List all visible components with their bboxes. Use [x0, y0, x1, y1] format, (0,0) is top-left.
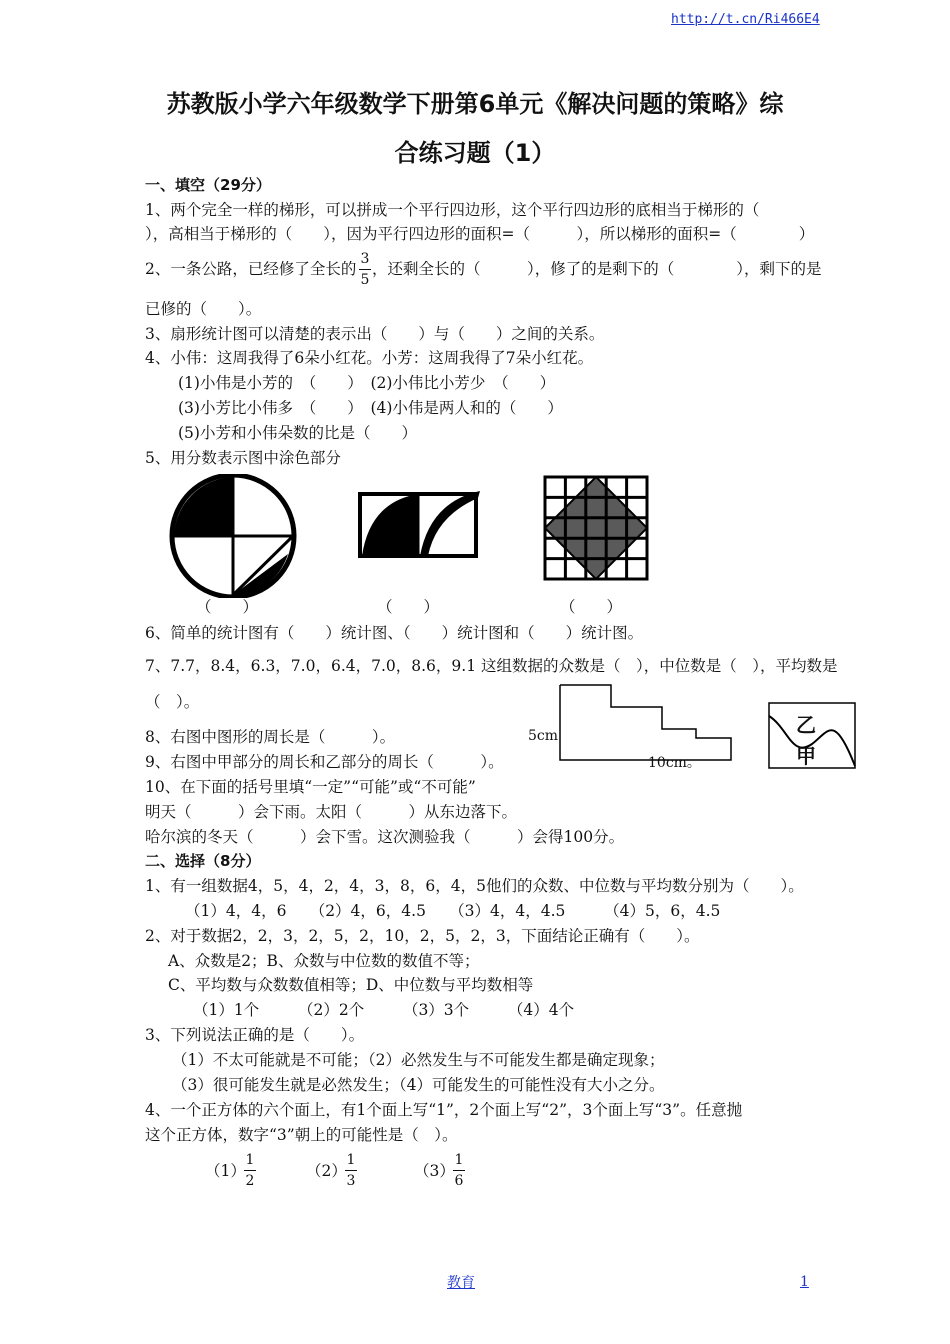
- label-jia: 甲: [796, 744, 816, 768]
- q10-line-a: 明天（ ）会下雨。太阳（ ）从东边落下。: [145, 803, 518, 821]
- fraction-numerator: 1: [346, 1152, 356, 1168]
- q1-line-b: ），高相当于梯形的（ ），因为平行四边形的面积=（ ），所以梯形的面积=（ ）: [145, 225, 815, 243]
- q2-fraction-numerator: 3: [360, 251, 370, 267]
- fraction-numerator: 1: [454, 1152, 464, 1168]
- q2-fraction-denominator: 5: [360, 272, 370, 288]
- q4-sub-2: (3)小芳比小伟多 （ ） (4)小伟是两人和的（ ）: [178, 399, 563, 417]
- s2-q4-option-1-fraction: [244, 1152, 256, 1189]
- q4-sub-3: (5)小芳和小伟朵数的比是（ ）: [178, 424, 417, 442]
- q4-sub-1: (1)小伟是小芳的 （ ） (2)小伟比小芳少 （ ）: [178, 374, 556, 392]
- section1-heading: 一、填空（29分）: [145, 176, 271, 194]
- footer-page-number[interactable]: 1: [800, 1274, 809, 1290]
- q8-text: 8、右图中图形的周长是（ ）。: [145, 728, 396, 746]
- footer-center-link[interactable]: 教育: [447, 1275, 475, 1291]
- section2-heading: 二、选择（8分）: [145, 852, 261, 870]
- fraction-denominator: 6: [454, 1173, 464, 1189]
- s2-q4-option-1-label: （1）: [205, 1162, 246, 1180]
- q10-text: 10、在下面的括号里填“一定”“可能”或“不可能”: [145, 778, 476, 796]
- q6-text: 6、简单的统计图有（ ）统计图、（ ）统计图和（ ）统计图。: [145, 624, 644, 642]
- q5-figure-rectangle: [356, 488, 484, 560]
- s2-q4-option-2-fraction: [345, 1152, 357, 1189]
- fraction-bar: [453, 1170, 465, 1171]
- s2-q2-options: （1）1个 （2）2个 （3）3个 （4）4个: [193, 1001, 575, 1019]
- q7-line-b: （ ）。: [145, 693, 200, 711]
- label-5cm: 5cm: [528, 728, 559, 744]
- s2-q4-line-b: 这个正方体，数字“3”朝上的可能性是（ ）。: [145, 1126, 458, 1144]
- q5-figure-grid: [542, 474, 652, 582]
- q2-fraction-bar: [359, 269, 371, 270]
- q5-blank-1: （ ）: [196, 598, 259, 616]
- q9-text: 9、右图中甲部分的周长和乙部分的周长（ ）。: [145, 753, 504, 771]
- q1-line-a: 1、两个完全一样的梯形，可以拼成一个平行四边形，这个平行四边形的底相当于梯形的（: [145, 201, 760, 219]
- s2-q3-line-1: （1）不太可能就是不可能；（2）必然发生与不可能发生都是确定现象；: [172, 1051, 665, 1069]
- s2-q3-line-2: （3）很可能发生就是必然发生；（4）可能发生的可能性没有大小之分。: [172, 1076, 665, 1094]
- q7-line-a: 7、7.7，8.4，6.3，7.0，6.4，7.0，8.6，9.1 这组数据的众数是（ ），中位数是（ ），平均数是: [145, 657, 838, 675]
- s2-q3-text: 3、下列说法正确的是（ ）。: [145, 1026, 365, 1044]
- s2-q4-option-3-label: （3）: [414, 1162, 455, 1180]
- page-title-line1: 苏教版小学六年级数学下册第6单元《解决问题的策略》综: [166, 90, 784, 118]
- fraction-denominator: 2: [245, 1173, 255, 1189]
- fraction-bar: [345, 1170, 357, 1171]
- q5-figure-circle: [168, 474, 300, 598]
- page-title-line2: 合练习题（1）: [394, 139, 556, 167]
- s2-q2-text: 2、对于数据2，2，3，2，5，2，10，2，5，2，3，下面结论正确有（ ）。: [145, 927, 700, 945]
- q10-line-b: 哈尔滨的冬天（ ）会下雪。这次测验我（ ）会得100分。: [145, 828, 625, 846]
- q2-line-a: 2、一条公路，已经修了全长的: [145, 260, 357, 278]
- q5-blank-3: （ ）: [560, 598, 623, 616]
- q5-text: 5、用分数表示图中涂色部分: [145, 449, 341, 467]
- q4-text: 4、小伟：这周我得了6朵小红花。小芳：这周我得了7朵小红花。: [145, 349, 594, 367]
- label-yi: 乙: [796, 713, 816, 737]
- q5-blank-2: （ ）: [377, 598, 440, 616]
- s2-q2-statement-a: A、众数是2；B、众数与中位数的数值不等；: [168, 952, 480, 970]
- q2-line-b: ，还剩全长的（ ），修了的是剩下的（ ），剩下的是: [372, 260, 822, 278]
- s2-q2-statement-c: C、平均数与众数数值相等；D、中位数与平均数相等: [168, 976, 534, 994]
- label-10cm: 10cm。: [648, 755, 701, 771]
- fraction-denominator: 3: [346, 1173, 356, 1189]
- s2-q4-option-3-fraction: [453, 1152, 465, 1189]
- q8-staircase-figure: [556, 682, 738, 764]
- s2-q1-text: 1、有一组数据4，5，4，2，4，3，8，6，4，5他们的众数、中位数与平均数分别为（ ）。: [145, 877, 804, 895]
- q3-text: 3、扇形统计图可以清楚的表示出（ ）与（ ）之间的关系。: [145, 325, 605, 343]
- q2-fraction: [359, 251, 371, 288]
- q2-line-c: 已修的（ ）。: [145, 300, 262, 318]
- s2-q4-option-2-label: （2）: [306, 1162, 347, 1180]
- fraction-numerator: 1: [245, 1152, 255, 1168]
- s2-q1-options: （1）4，4，6 （2）4，6，4.5 （3）4，4，4.5 （4）5，6，4.5: [185, 902, 721, 920]
- header-url-link[interactable]: http://t.cn/Ri466E4: [671, 12, 820, 27]
- s2-q4-line-a: 4、一个正方体的六个面上，有1个面上写“1”，2个面上写“2”，3个面上写“3”。任意抛: [145, 1101, 743, 1119]
- fraction-bar: [244, 1170, 256, 1171]
